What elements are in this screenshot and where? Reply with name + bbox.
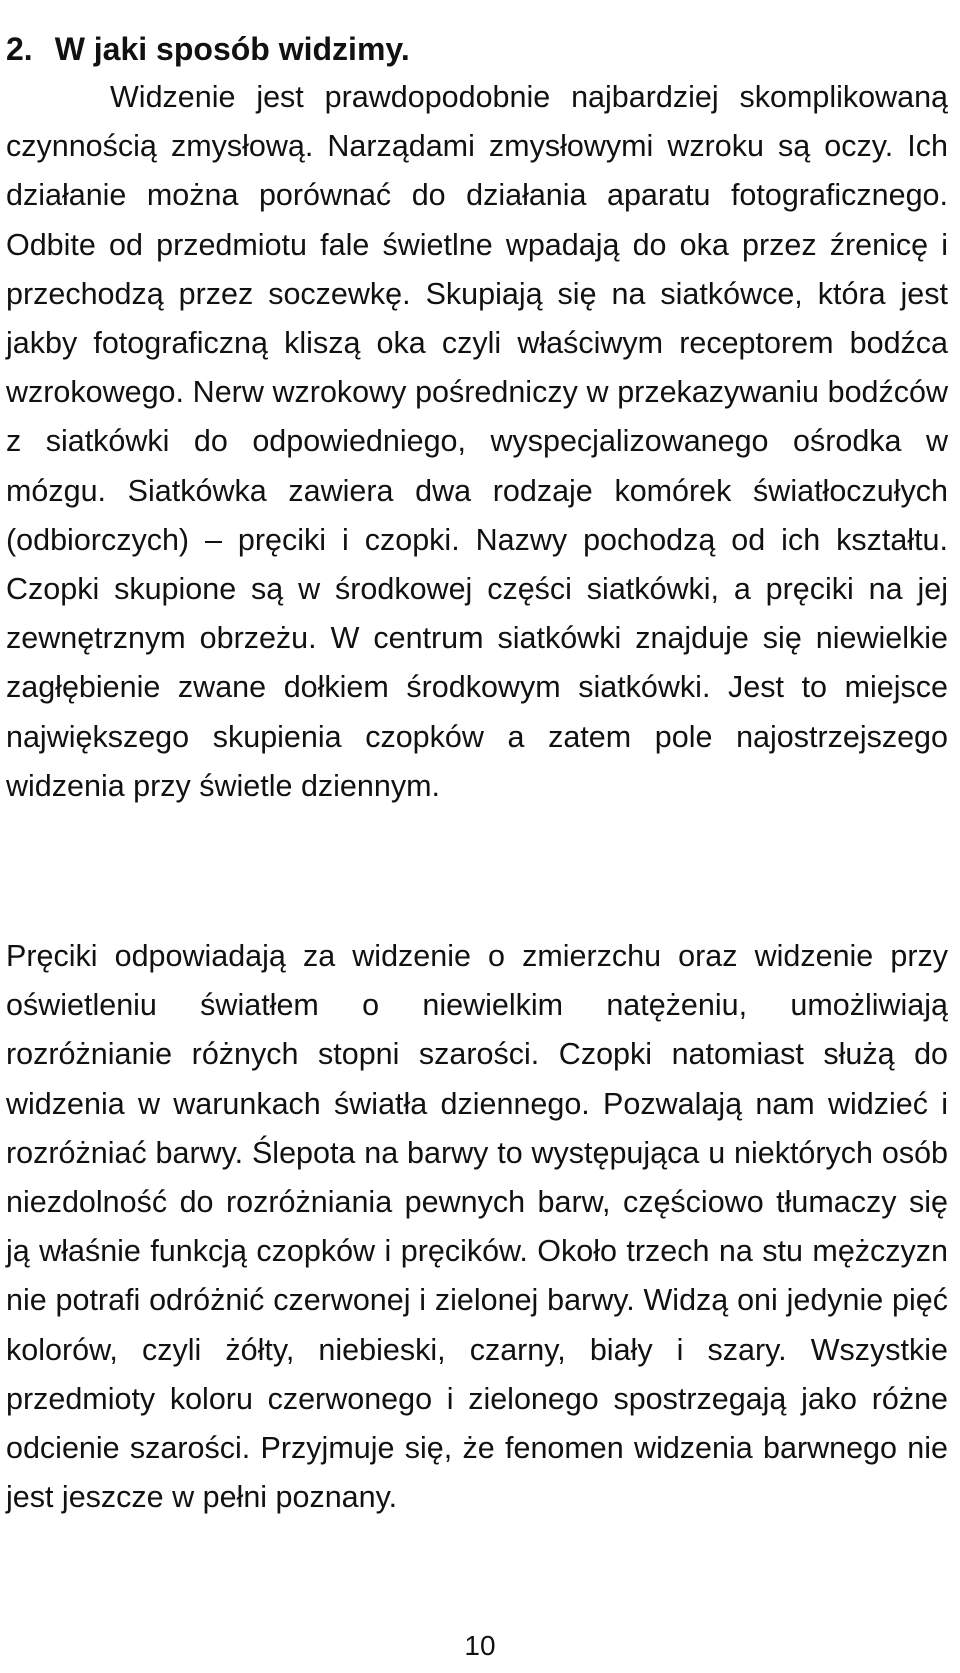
- paragraph-1: Widzenie jest prawdopodobnie najbardziej skomplikowaną czynnością zmysłową. Narządami zmysłowymi wzroku są oczy. Ich działanie można porównać do działania aparatu fotograficznego. Odbite od przedmiotu fale świetlne wpadają do oka przez źrenicę i przechodzą przez soczewkę. Skupiają się na siatkówce, która jest jakby fotograficzną kliszą oka czyli właściwym receptorem bodźca wzrokowego. Nerw wzrokowy pośredniczy w przekazywaniu bodźców z siatkówki do odpowiedniego, wyspecjalizowanego ośrodka w mózgu. Siatkówka zawiera dwa rodzaje komórek światłoczułych (odbiorczych) – pręciki i czopki. Nazwy pochodzą od ich kształtu. Czopki skupione są w środkowej części siatkówki, a pręciki na jej zewnętrznym obrzeżu. W centrum siatkówki znajduje się niewielkie zagłębienie zwane dołkiem środkowym siatkówki. Jest to miejsce największego skupienia czopków a zatem pole najostrzejszego widzenia przy świetle dziennym.: [6, 80, 948, 803]
- page-number: 10: [464, 1630, 496, 1661]
- section-number: 2.: [6, 30, 33, 67]
- paragraph-2: Pręciki odpowiadają za widzenie o zmierzchu oraz widzenie przy oświetleniu światłem o niewielkim natężeniu, umożliwiają rozróżnianie różnych stopni szarości. Czopki natomiast służą do widzenia w warunkach światła dziennego. Pozwalają nam widzieć i rozróżniać barwy. Ślepota na barwy to występująca u niektórych osób niezdolność do rozróżniania pewnych barw, częściowo tłumaczy się ją właśnie funkcją czopków i pręcików. Około trzech na stu mężczyzn nie potrafi odróżnić czerwonej i zielonej barwy. Widzą oni jedynie pięć kolorów, czyli żółty, niebieski, czarny, biały i szary. Wszystkie przedmioty koloru czerwonego i zielonego spostrzegają jako różne odcienie szarości. Przyjmuje się, że fenomen widzenia barwnego nie jest jeszcze w pełni poznany.: [6, 939, 948, 1515]
- section-heading: [6, 27, 410, 71]
- section-title: W jaki sposób widzimy.: [54, 30, 410, 67]
